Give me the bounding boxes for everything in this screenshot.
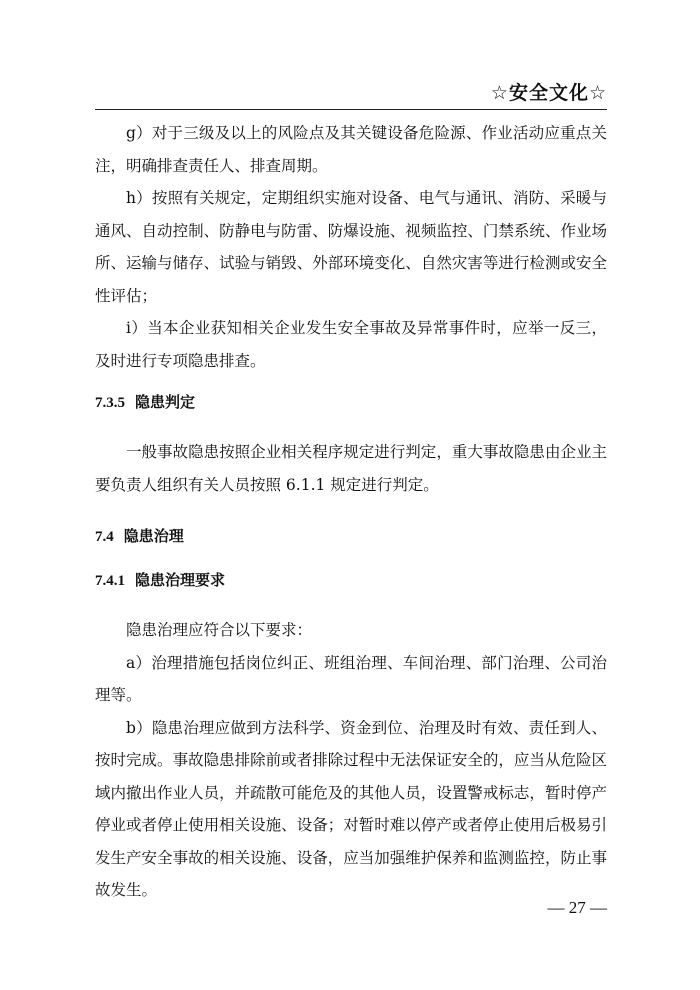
list-item-b: b）隐患治理应做到方法科学、资金到位、治理及时有效、责任到人、按时完成。事故隐患排除前或者排除过程中无法保证安全的，应当从危险区域内撤出作业人员，并疏散可能危及的其他人员，设置警戒标志，暂时停产停业或者停止使用相关设施、设备；对暂时难以停产或者停止使用后极易引发生产安全事故的相关设施、设备，应当加强维护保养和监测监控，防止事故发生。: [95, 718, 607, 899]
section-number: 7.4: [95, 529, 114, 545]
header-title: ☆安全文化☆: [490, 82, 607, 104]
section-number: 7.3.5: [95, 395, 125, 411]
page-number: — 27 —: [547, 898, 607, 917]
section-title: 隐患治理要求: [135, 571, 226, 589]
section-body-7-3-5: [95, 436, 607, 501]
section-heading-7-3-5: [95, 392, 195, 413]
list-item-h: h）按照有关规定，定期组织实施对设备、电气与通讯、消防、采暖与通风、自动控制、防静电与防雷、防爆设施、视频监控、门禁系统、作业场所、运输与储存、试验与销毁、外部环境变化、自然灾害等进行检测或安全性评估；: [95, 189, 607, 305]
intro-paragraph: 隐患治理应符合以下要求：: [126, 621, 313, 639]
list-item-a: a）治理措施包括岗位纠正、班组治理、车间治理、部门治理、公司治理等。: [95, 653, 607, 704]
section-number: 7.4.1: [95, 573, 125, 589]
section-title: 隐患判定: [135, 393, 196, 411]
paragraph: 一般事故隐患按照企业相关程序规定进行判定，重大事故隐患由企业主要负责人组织有关人员按照 6.1.1 规定进行判定。: [95, 443, 607, 494]
section-heading-7-4-1: [95, 570, 225, 591]
list-continuation: [95, 117, 607, 377]
list-item-g: g）对于三级及以上的风险点及其关键设备危险源、作业活动应重点关注，明确排查责任人、排查周期。: [95, 124, 607, 175]
page-header: [95, 78, 607, 108]
list-item-i: i）当本企业获知相关企业发生安全事故及异常事件时，应举一反三，及时进行专项隐患排查。: [95, 319, 607, 370]
section-title: 隐患治理: [123, 527, 184, 545]
section-body-7-4-1: [95, 614, 607, 907]
section-heading-7-4: [95, 526, 184, 547]
header-rule: [95, 109, 607, 110]
